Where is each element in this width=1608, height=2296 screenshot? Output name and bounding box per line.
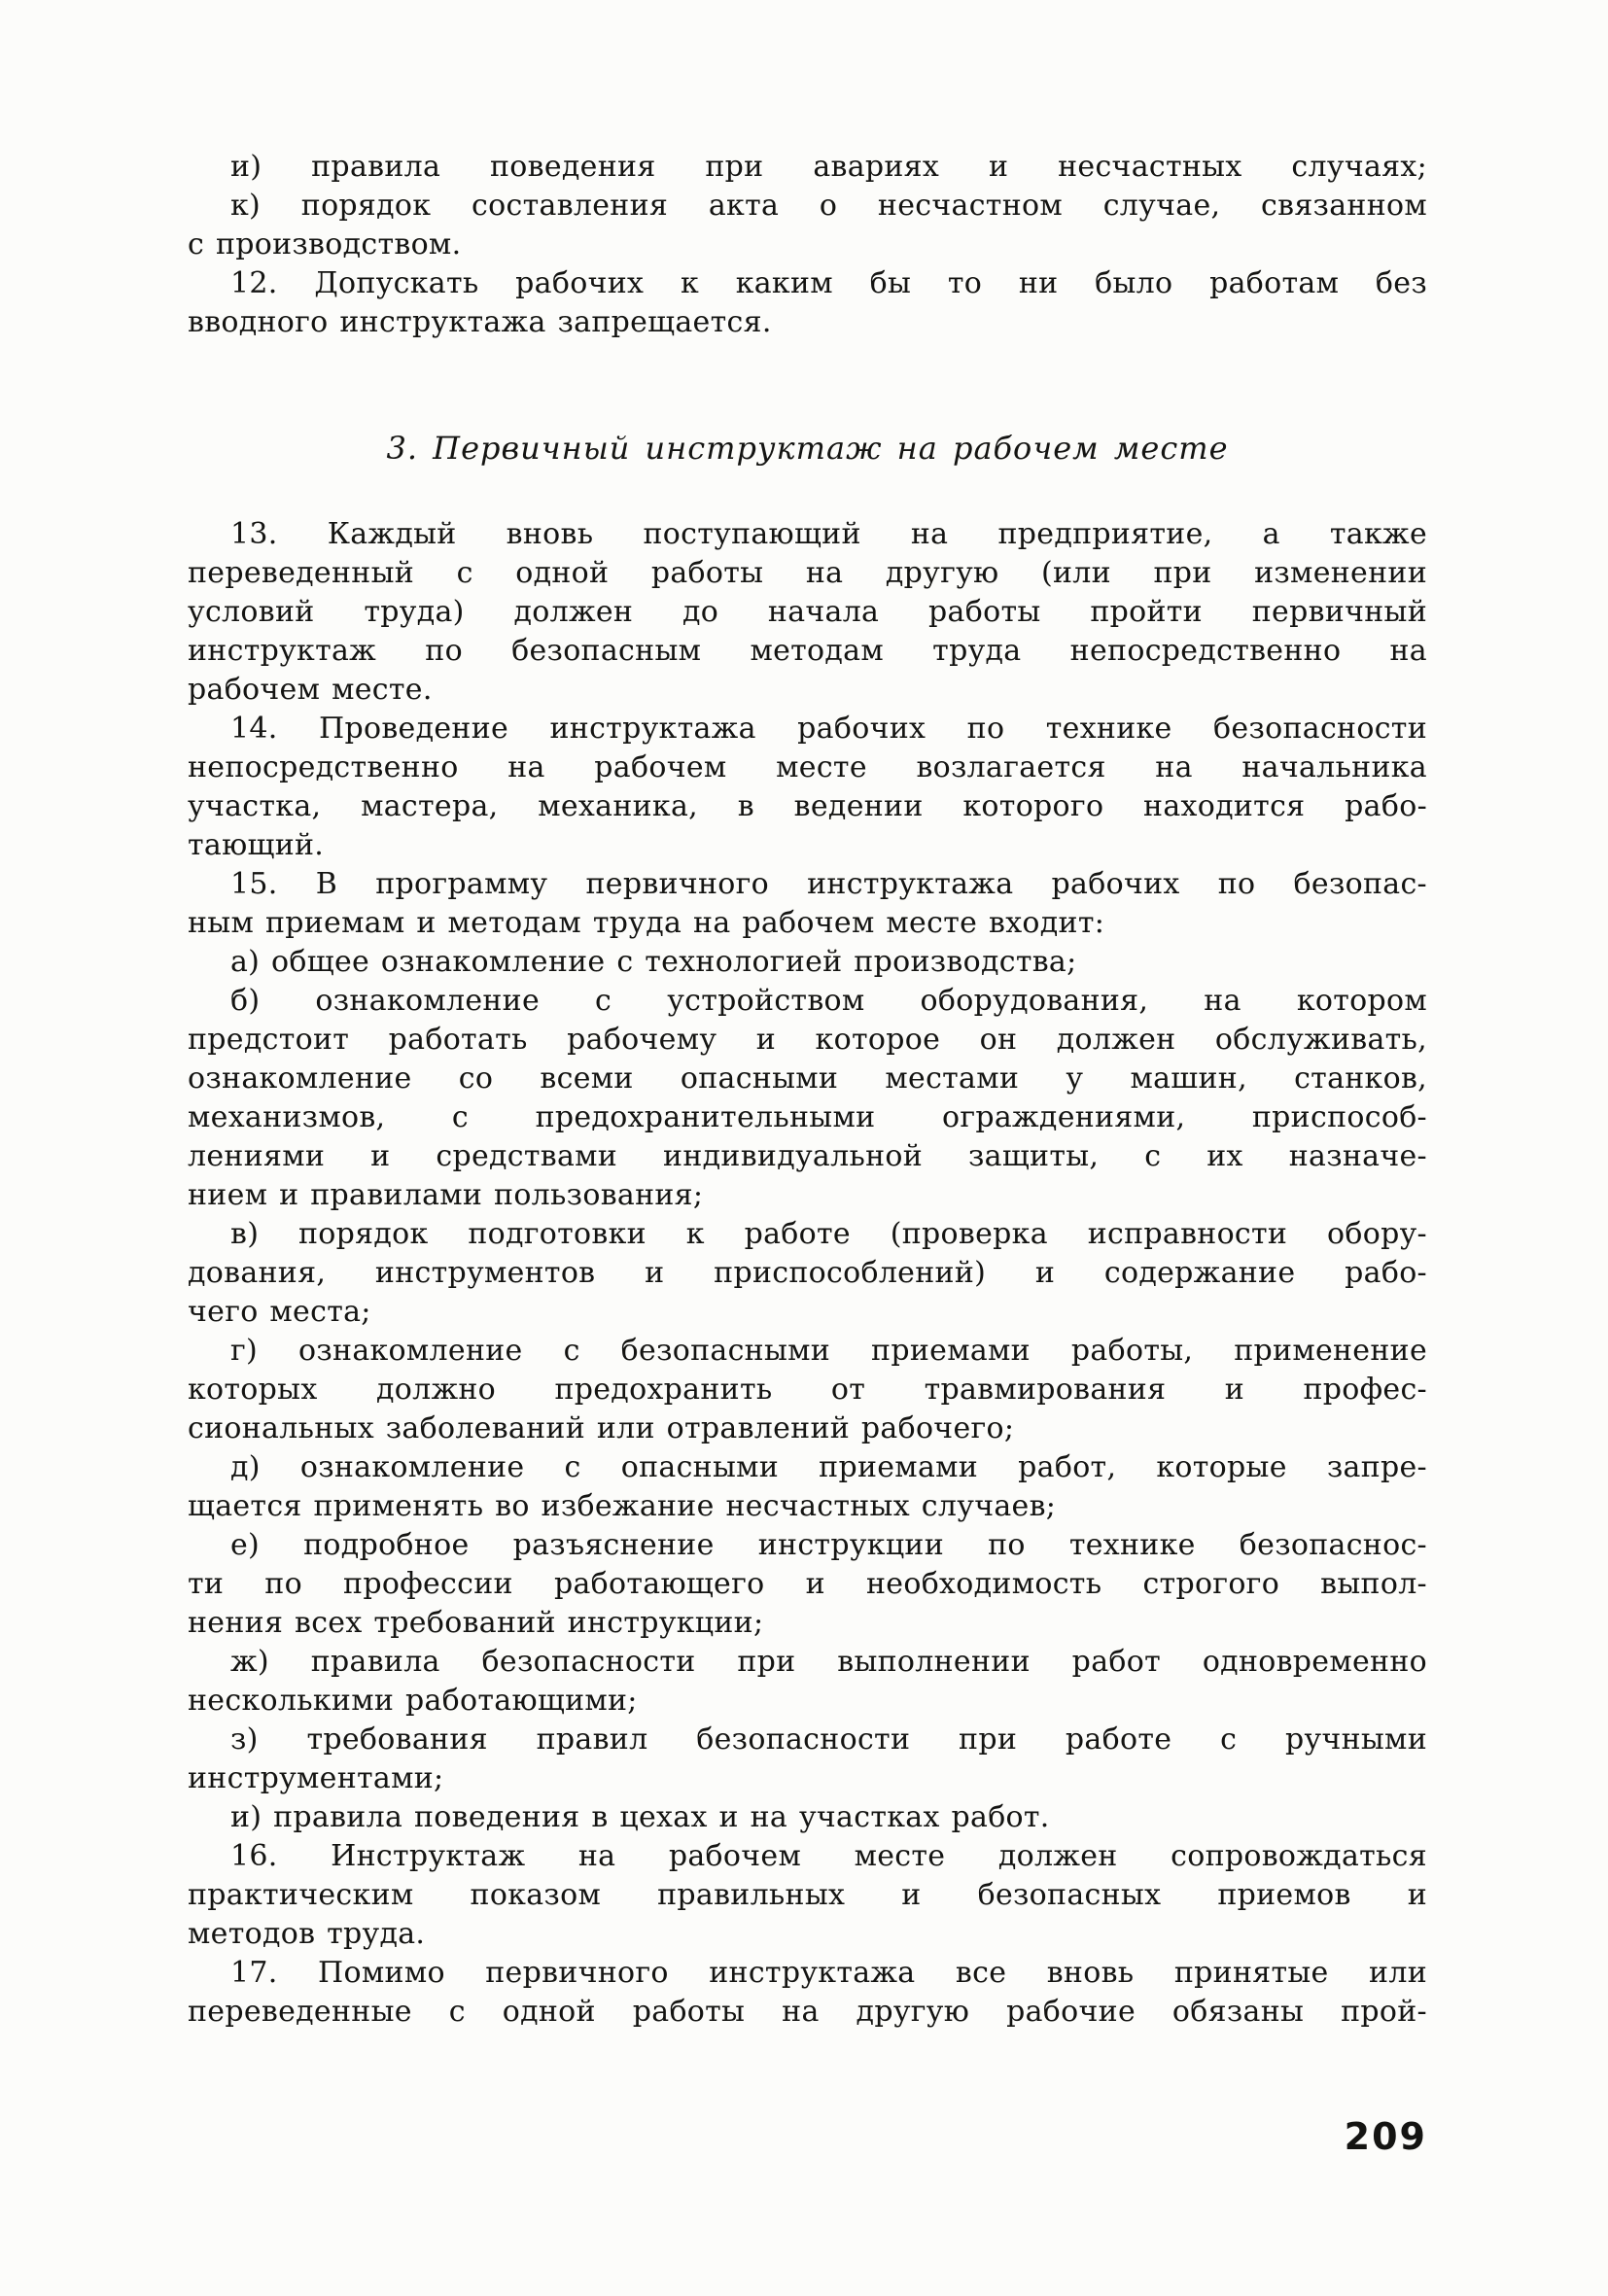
text-line: сиональных заболеваний или отравлений рабочего;: [188, 1411, 1015, 1445]
paragraph: [188, 1954, 1427, 2032]
text-line: 12. Допускать рабочих к каким бы то ни было работам без: [230, 266, 1427, 300]
text-line: тающий.: [188, 828, 325, 862]
text-line: с производством.: [188, 227, 462, 261]
text-line: условий труда) должен до начала работы пройти первичный: [188, 595, 1427, 629]
paragraph: [188, 1332, 1427, 1448]
page-number: 209: [1344, 2115, 1427, 2158]
text-line: и) правила поведения в цехах и на участках работ.: [230, 1800, 1050, 1834]
text-line: ным приемам и методам труда на рабочем месте входит:: [188, 906, 1105, 940]
section-intro-paragraphs: [188, 148, 1427, 342]
text-line: инструментами;: [188, 1761, 444, 1795]
text-line: в) порядок подготовки к работе (проверка исправности обору-: [230, 1217, 1427, 1251]
text-line: ознакомление со всеми опасными местами у машин, станков,: [188, 1061, 1427, 1096]
paragraph: [188, 1798, 1427, 1837]
text-line: нения всех требований инструкции;: [188, 1606, 764, 1640]
text-line: механизмов, с предохранительными ограждениями, приспособ-: [188, 1100, 1427, 1134]
text-line: д) ознакомление с опасными приемами работ, которые запре-: [230, 1450, 1427, 1484]
section-primary-briefing-paragraphs: [188, 515, 1427, 2032]
text-line: инструктаж по безопасным методам труда непосредственно на: [188, 634, 1427, 668]
text-line: переведенные с одной работы на другую рабочие обязаны прой-: [188, 1995, 1427, 2029]
text-line: рабочем месте.: [188, 673, 433, 707]
page-body: [188, 148, 1427, 2032]
text-line: переведенный с одной работы на другую (или при изменении: [188, 556, 1427, 590]
text-line: нием и правилами пользования;: [188, 1178, 704, 1212]
text-line: участка, мастера, механика, в ведении которого находится рабо-: [188, 789, 1427, 823]
paragraph: [188, 1721, 1427, 1798]
text-line: практическим показом правильных и безопасных приемов и: [188, 1878, 1427, 1912]
text-line: которых должно предохранить от травмирования и профес-: [188, 1373, 1427, 1407]
section-heading: 3. Первичный инструктаж на рабочем месте: [386, 430, 1229, 467]
text-line: предстоит работать рабочему и которое он должен обслуживать,: [188, 1023, 1427, 1057]
text-line: методов труда.: [188, 1917, 426, 1951]
paragraph: [188, 1215, 1427, 1332]
paragraph: [188, 1837, 1427, 1954]
paragraph: [188, 264, 1427, 342]
text-line: непосредственно на рабочем месте возлагается на начальника: [188, 750, 1427, 784]
text-line: 15. В программу первичного инструктажа рабочих по безопас-: [230, 867, 1427, 901]
paragraph: [188, 187, 1427, 264]
text-line: б) ознакомление с устройством оборудования, на котором: [230, 984, 1427, 1018]
text-line: 14. Проведение инструктажа рабочих по технике безопасности: [230, 712, 1427, 746]
text-line: а) общее ознакомление с технологией производства;: [230, 945, 1077, 979]
text-line: и) правила поведения при авариях и несчастных случаях;: [230, 150, 1427, 184]
text-line: 16. Инструктаж на рабочем месте должен сопровождаться: [230, 1839, 1427, 1873]
text-line: г) ознакомление с безопасными приемами работы, применение: [230, 1334, 1427, 1368]
paragraph: [188, 1448, 1427, 1526]
paragraph: [188, 1643, 1427, 1721]
text-line: несколькими работающими;: [188, 1684, 638, 1718]
paragraph: [188, 148, 1427, 187]
text-line: ти по профессии работающего и необходимость строгого выпол-: [188, 1567, 1427, 1601]
paragraph: [188, 865, 1427, 943]
text-line: чего места;: [188, 1295, 371, 1329]
text-line: 17. Помимо первичного инструктажа все вновь принятые или: [230, 1956, 1427, 1990]
text-line: щается применять во избежание несчастных случаев;: [188, 1489, 1057, 1523]
text-line: ж) правила безопасности при выполнении работ одновременно: [230, 1645, 1427, 1679]
text-line: дования, инструментов и приспособлений) и содержание рабо-: [188, 1256, 1427, 1290]
text-line: з) требования правил безопасности при работе с ручными: [230, 1722, 1427, 1757]
paragraph: [188, 515, 1427, 710]
paragraph: [188, 1526, 1427, 1643]
paragraph: [188, 710, 1427, 865]
paragraph: [188, 982, 1427, 1215]
text-line: вводного инструктажа запрещается.: [188, 305, 772, 339]
text-line: 13. Каждый вновь поступающий на предприятие, а также: [230, 517, 1427, 551]
text-line: лениями и средствами индивидуальной защиты, с их назначе-: [188, 1139, 1427, 1173]
text-line: е) подробное разъяснение инструкции по технике безопаснос-: [230, 1528, 1427, 1562]
paragraph: [188, 943, 1427, 982]
text-line: к) порядок составления акта о несчастном случае, связанном: [230, 189, 1427, 223]
